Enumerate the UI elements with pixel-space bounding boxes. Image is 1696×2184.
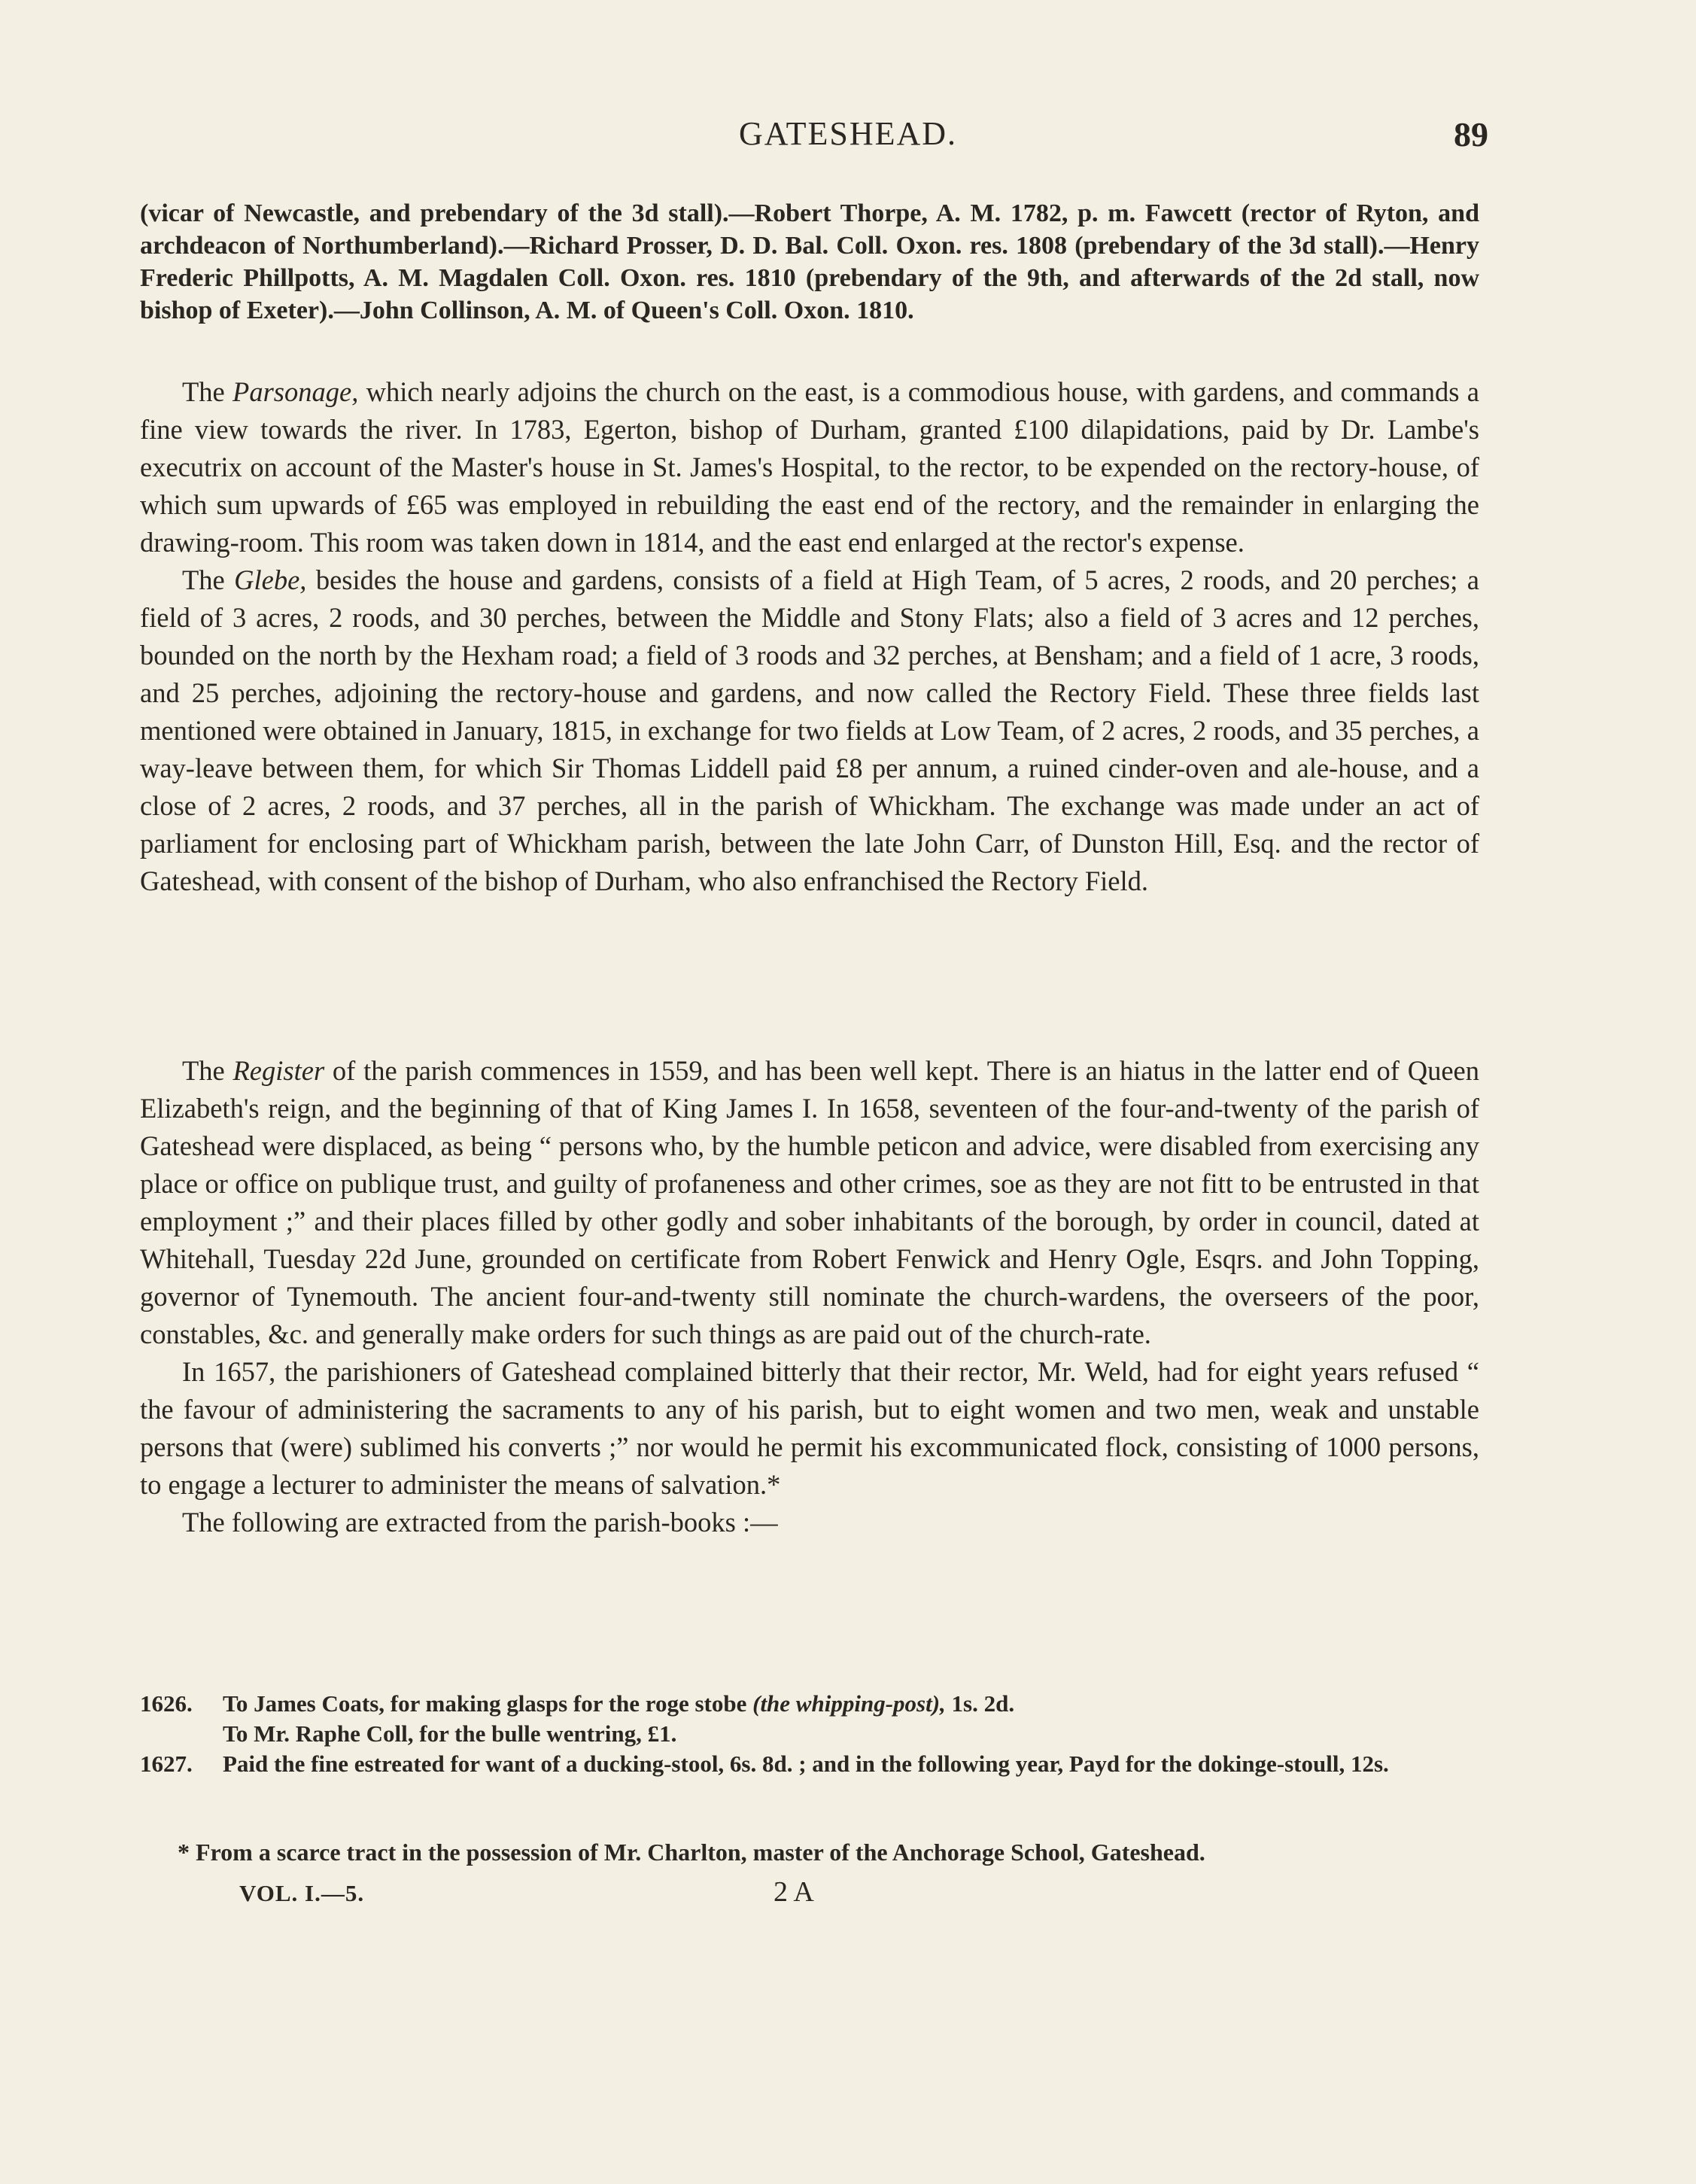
- extract-italic: (the whipping-post),: [752, 1690, 946, 1717]
- continued-text: (vicar of Newcastle, and prebendary of the 3d stall).—Robert Thorpe, A. M. 1782, p. m. Fawcett (rector of Ryton, and archdeacon of Northumberland).—Richard Prosser, D. D. Bal. Coll. Oxon. res. 1808 (prebendary of the 3d stall).—Henry Frederic Phillpotts, A. M. Magdalen Coll. Oxon. res. 1810 (prebendary of the 9th, and afterwards of the 2d stall, now bishop of Exeter).—John Collinson, A. M. of Queen's Coll. Oxon. 1810.: [140, 199, 1479, 324]
- running-head: [0, 114, 1696, 160]
- main-text-2: [140, 1052, 1479, 1541]
- para-text: which nearly adjoins the church on the east, is a commodious house, with gardens, and commands a fine view towards the river. In 1783, Egerton, bishop of Durham, granted £100 dilapidations, paid by Dr. Lambe's executrix on account of the Master's house in St. James's Hospital, to the rector, to be expended on the rectory-house, of which sum upwards of £65 was employed in rebuilding the east end of the rectory, and the remainder in enlarging the drawing-room. This room was taken down in 1814, and the east end enlarged at the rector's expense.: [140, 376, 1479, 558]
- para-text: besides the house and gardens, consists of a field at High Team, of 5 acres, 2 roods, and 20 perches; a field of 3 acres, 2 roods, and 30 perches, between the Middle and Stony Flats; also a field of 3 acres and 12 perches, bounded on the north by the Hexham road; a field of 3 roods and 32 perches, at Bensham; and a field of 1 acre, 3 roods, and 25 perches, adjoining the rectory-house and gardens, and now called the Rectory Field. These three fields last mentioned were obtained in January, 1815, in exchange for two fields at Low Team, of 2 acres, 2 roods, and 35 perches, a way-leave between them, for which Sir Thomas Liddell paid £8 per annum, a ruined cinder-oven and ale-house, and a close of 2 acres, 2 roods, and 37 perches, all in the parish of Whickham. The exchange was made under an act of parliament for enclosing part of Whickham parish, between the late John Carr, of Dunston Hill, Esq. and the rector of Gateshead, with consent of the bishop of Durham, who also enfranchised the Rectory Field.: [140, 564, 1479, 896]
- paragraph-following: The following are extracted from the parish-books :—: [182, 1507, 778, 1538]
- extract-text: To Mr. Raphe Coll, for the bulle wentring, £1.: [223, 1720, 677, 1747]
- paragraph-parsonage: [140, 373, 1479, 561]
- continued-clergy-list: [140, 197, 1479, 327]
- term-glebe: Glebe,: [234, 564, 307, 595]
- extract-entry: [140, 1689, 1479, 1719]
- signature-line: [239, 1876, 916, 1918]
- volume-mark: VOL. I.—5.: [239, 1880, 365, 1906]
- para-lead: The: [182, 564, 235, 595]
- extract-entry: [140, 1749, 1479, 1779]
- extract-year: 1626.: [140, 1690, 193, 1717]
- para-text: of the parish commences in 1559, and has been well kept. There is an hiatus in the latter end of Queen Elizabeth's reign, and the beginning of that of King James I. In 1658, seventeen of the four-and-twenty of the parish of Gateshead were displaced, as being “ persons who, by the humble peticon and advice, were disabled from exercising any place or office on publique trust, and guilty of profaneness and other crimes, soe as they are not fitt to be entrusted in that employment ;” and their places filled by other godly and sober inhabitants of the borough, by order in council, dated at Whitehall, Tuesday 22d June, grounded on certificate from Robert Fenwick and Henry Ogle, Esqrs. and John Topping, governor of Tynemouth. The ancient four-and-twenty still nominate the church-wardens, the overseers of the poor, constables, &c. and generally make orders for such things as are paid out of the church-rate.: [140, 1055, 1479, 1349]
- term-register: Register: [233, 1055, 325, 1086]
- parish-book-extracts: [140, 1689, 1479, 1779]
- extract-text-end: 1s. 2d.: [945, 1690, 1015, 1717]
- paragraph-weld: In 1657, the parishioners of Gateshead complained bitterly that their rector, Mr. Weld, had for eight years refused “ the favour of administering the sacraments to any of his parish, but to eight women and two men, weak and unstable persons that (were) sublimed his converts ;” nor would he permit his excommunicated flock, consisting of 1000 persons, to engage a lecturer to administer the means of salvation.*: [140, 1356, 1479, 1500]
- page-number: 89: [1454, 115, 1488, 154]
- extract-text: To James Coats, for making glasps for the roge stobe: [223, 1690, 753, 1717]
- footnote-text: * From a scarce tract in the possession of Mr. Charlton, master of the Anchorage School, Gateshead.: [178, 1839, 1205, 1866]
- extract-year: 1627.: [140, 1751, 193, 1777]
- page-title: GATESHEAD.: [738, 115, 958, 152]
- para-lead: The: [182, 376, 233, 407]
- paragraph-register: [140, 1052, 1479, 1353]
- para-lead: The: [182, 1055, 233, 1086]
- footnote: [178, 1836, 1479, 1868]
- signature-mark: 2 A: [774, 1876, 814, 1908]
- term-parsonage: Parsonage,: [233, 376, 359, 407]
- extract-entry: [140, 1719, 1479, 1749]
- extract-text: Paid the fine estreated for want of a ducking-stool, 6s. 8d. ; and in the following year, Payd for the dokinge-stoull, 12s.: [223, 1751, 1389, 1777]
- paragraph-glebe: [140, 561, 1479, 900]
- main-text: [140, 373, 1479, 900]
